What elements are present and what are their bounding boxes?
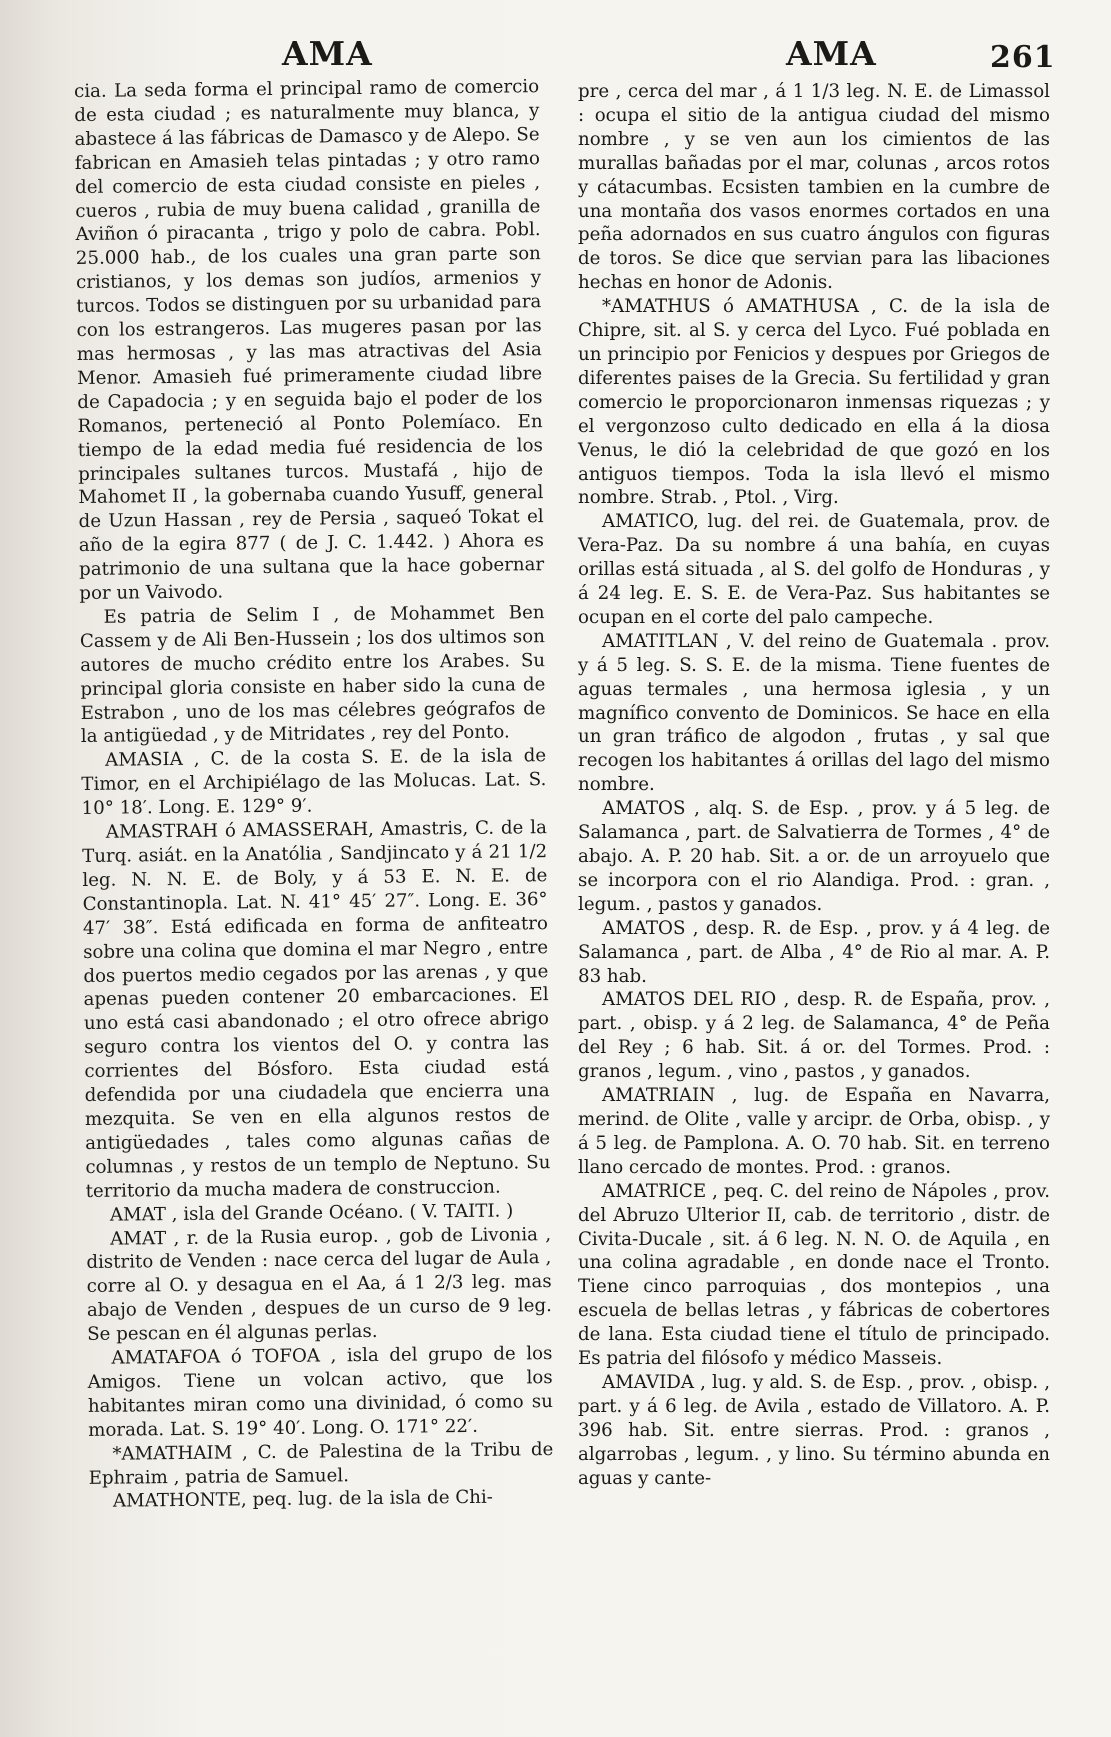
- entry-paragraph: *AMATHUS ó AMATHUSA , C. de la isla de Chipre, sit. al S. y cerca del Lyco. Fué poblada en un principio por Fenicios y despues por Griegos de diferentes paises de la Grecia. Su fertilidad y gran comercio le proporcionaron inmensas riquezas ; y el vergonzoso culto dedicado en ella á la diosa Venus, le dió la celebridad de que gozó en los antiguos tiempos. Toda la isla llevó el mismo nombre. Strab. , Ptol. , Virg.: [578, 296, 1050, 509]
- entry-paragraph: AMATOS , desp. R. de Esp. , prov. y á 4 leg. de Salamanca , part. de Alba , 4° de Rio al mar. A. P. 83 hab.: [578, 917, 1050, 987]
- entry-paragraph: AMAT , isla del Grande Océano. ( V. TAITI. ): [109, 1200, 514, 1226]
- running-head-right: AMA: [786, 34, 877, 73]
- entry-paragraph: AMATHONTE, peq. lug. de la isla de Chi-: [112, 1487, 494, 1513]
- entry-paragraph: AMATOS , alq. S. de Esp. , prov. y á 5 leg. de Salamanca , part. de Salvatierra de Tormes , 4° de abajo. A. P. 20 hab. Sit. a or. de un arroyuelo que se incorpora con el rio Alandiga. Prod. : gran. , legum. , pastos y ganados.: [578, 798, 1050, 915]
- entry-paragraph: AMATICO, lug. del rei. de Guatemala, prov. de Vera-Paz. Da su nombre á una bahía, en cuyas orillas está situada , al S. del golfo de Honduras , y á 24 leg. E. S. E. de Vera-Paz. Sus habitantes se ocupan en el corte del palo campeche.: [578, 511, 1050, 628]
- page-number: 261: [990, 40, 1056, 75]
- running-head-left: AMA: [282, 34, 373, 73]
- entry-paragraph: AMATOS DEL RIO , desp. R. de España, prov. , part. , obisp. y á 2 leg. de Salamanca, 4° de Peña del Rey ; 6 hab. Sit. á or. del Tormes. Prod. : granos , legum. , vino , pastos , y ganados.: [578, 989, 1050, 1083]
- entry-paragraph: AMASTRAH ó AMASSERAH, Amastris, C. de la Turq. asiát. en la Anatólia , Sandjincato y á 21 1/2 leg. N. N. E. de Boly, y á 53 E. N. E. de Constantinopla. Lat. N. 41° 45′ 27″. Long. E. 36° 47′ 38″. Está edificada en forma de anfiteatro sobre una colina que domina el mar Negro , entre dos puertos medio cegados por las arenas , y que apenas pueden contener 20 embarcaciones. El uno está casi abandonado ; el otro ofrece abrigo seguro contra los vientos del O. y contra las corrientes del Bósforo. Esta ciudad está defendida por una ciudadela que encierra una mezquita. Se ven en ella algunos restos de antigüedades , tales como algunas cañas de columnas , y restos de un templo de Neptuno. Su territorio da mucha madera de construccion.: [82, 817, 551, 1202]
- entry-paragraph: Es patria de Selim I , de Mohammet Ben Cassem y de Ali Ben-Hussein ; los dos ultimos son autores de mucho crédito entre los Arabes. Su principal gloria consiste en haber sido la cuna de Estrabon , uno de los mas célebres geógrafos de la antigüedad , y de Mitridates , rey del Ponto.: [79, 602, 546, 748]
- entry-paragraph: cia. La seda forma el principal ramo de comercio de esta ciudad ; es naturalmente muy blanca, y abastece á las fábricas de Damasco y de Alepo. Se fabrican en Amasieh telas pintadas ; y otro ramo del comercio de esta ciudad consiste en pieles , cueros , rubia de muy buena calidad , granilla de Aviñon ó piracanta , trigo y polo de cabra. Pobl. 25.000 hab., de los cuales una gran parte son cristianos, y los demas son judíos, armenios y turcos. Todos se distinguen por su urbanidad para con los estrangeros. Las mugeres pasan por las mas hermosas , y las mas atractivas del Asia Menor. Amasieh fué primeramente ciudad libre de Capadocia ; y en seguida bajo el poder de los Romanos, perteneció al Ponto Polemíaco. En tiempo de la edad media fué residencia de los principales sultanes turcos. Mustafá , hijo de Mahomet II , la gobernaba cuando Yusuff, general de Uzun Hassan , rey de Persia , saqueó Tokat el año de la egira 877 ( de J. C. 1.442. ) Ahora es patrimonio de una sultana que la hace gobernar por un Vaivodo.: [74, 76, 545, 605]
- entry-paragraph: AMAVIDA , lug. y ald. S. de Esp. , prov. , obisp. , part. y á 6 leg. de Avila , estado de Villatoro. A. P. 396 hab. Sit. entre sierras. Prod. : granos , algarrobas , legum. , y lino. Su término abunda en aguas y cante-: [578, 1371, 1050, 1489]
- entry-paragraph: AMATRIAIN , lug. de España en Navarra, merind. de Olite , valle y arcipr. de Orba, obisp. , y á 5 leg. de Pamplona. A. O. 70 hab. Sit. en terreno llano cercado de montes. Prod. : granos.: [578, 1085, 1050, 1178]
- entry-paragraph: AMATAFOA ó TOFOA , isla del grupo de los Amigos. Tiene un volcan activo, que los habitantes miran como una divinidad, ó como su morada. Lat. S. 19° 40′. Long. O. 171° 22′.: [87, 1343, 553, 1441]
- entry-paragraph: pre , cerca del mar , á 1 1/3 leg. N. E. de Limassol : ocupa el sitio de la antigua ciudad del mismo nombre , y se ven aun los cimientos de las murallas bañadas por el mar, colunas , arcos rotos y cátacumbas. Ecsisten tambien en la cumbre de una montaña dos vasos enormes cortados en una peña adornados en sus cuatro ángulos con figuras de toros. Se dice que servian para las libaciones hechas en honor de Adonis.: [578, 81, 1050, 294]
- entry-paragraph: AMATRICE , peq. C. del reino de Nápoles , prov. del Abruzo Ulterior II, cab. de territorio , distr. de Civita-Ducale , sit. á 6 leg. N. N. O. de Aquila , en una colina agradable , en donde nace el Tronto. Tiene cinco parroquias , dos montepios , una escuela de bellas letras , y fábricas de cobertores de lana. Esta ciudad tiene el título de principado. Es patria del filósofo y médico Masseis.: [578, 1180, 1050, 1370]
- left-column: [74, 75, 554, 1514]
- entry-paragraph: AMATITLAN , V. del reino de Guatemala . prov. y á 5 leg. S. S. E. de la misma. Tiene fuentes de aguas termales , una hermosa iglesia , y un magnífico convento de Dominicos. Se hace en ella un gran tráfico de algodon , frutas , y sal que recogen los habitantes á orillas del lago del mismo nombre.: [578, 630, 1050, 796]
- entry-paragraph: AMASIA , C. de la costa S. E. de la isla de Timor, en el Archipiélago de las Molucas. Lat. S. 10° 18′. Long. E. 129° 9′.: [81, 745, 547, 820]
- right-column: [578, 80, 1050, 1490]
- entry-paragraph: AMAT , r. de la Rusia europ. , gob de Livonia , distrito de Venden : nace cerca del lugar de Aula , corre al O. y desagua en el Aa, á 1 2/3 leg. mas abajo de Venden , despues de un curso de 9 leg. Se pescan en él algunas perlas.: [86, 1223, 552, 1346]
- entry-paragraph: *AMATHAIM , C. de Palestina de la Tribu de Ephraim , patria de Samuel.: [88, 1438, 554, 1489]
